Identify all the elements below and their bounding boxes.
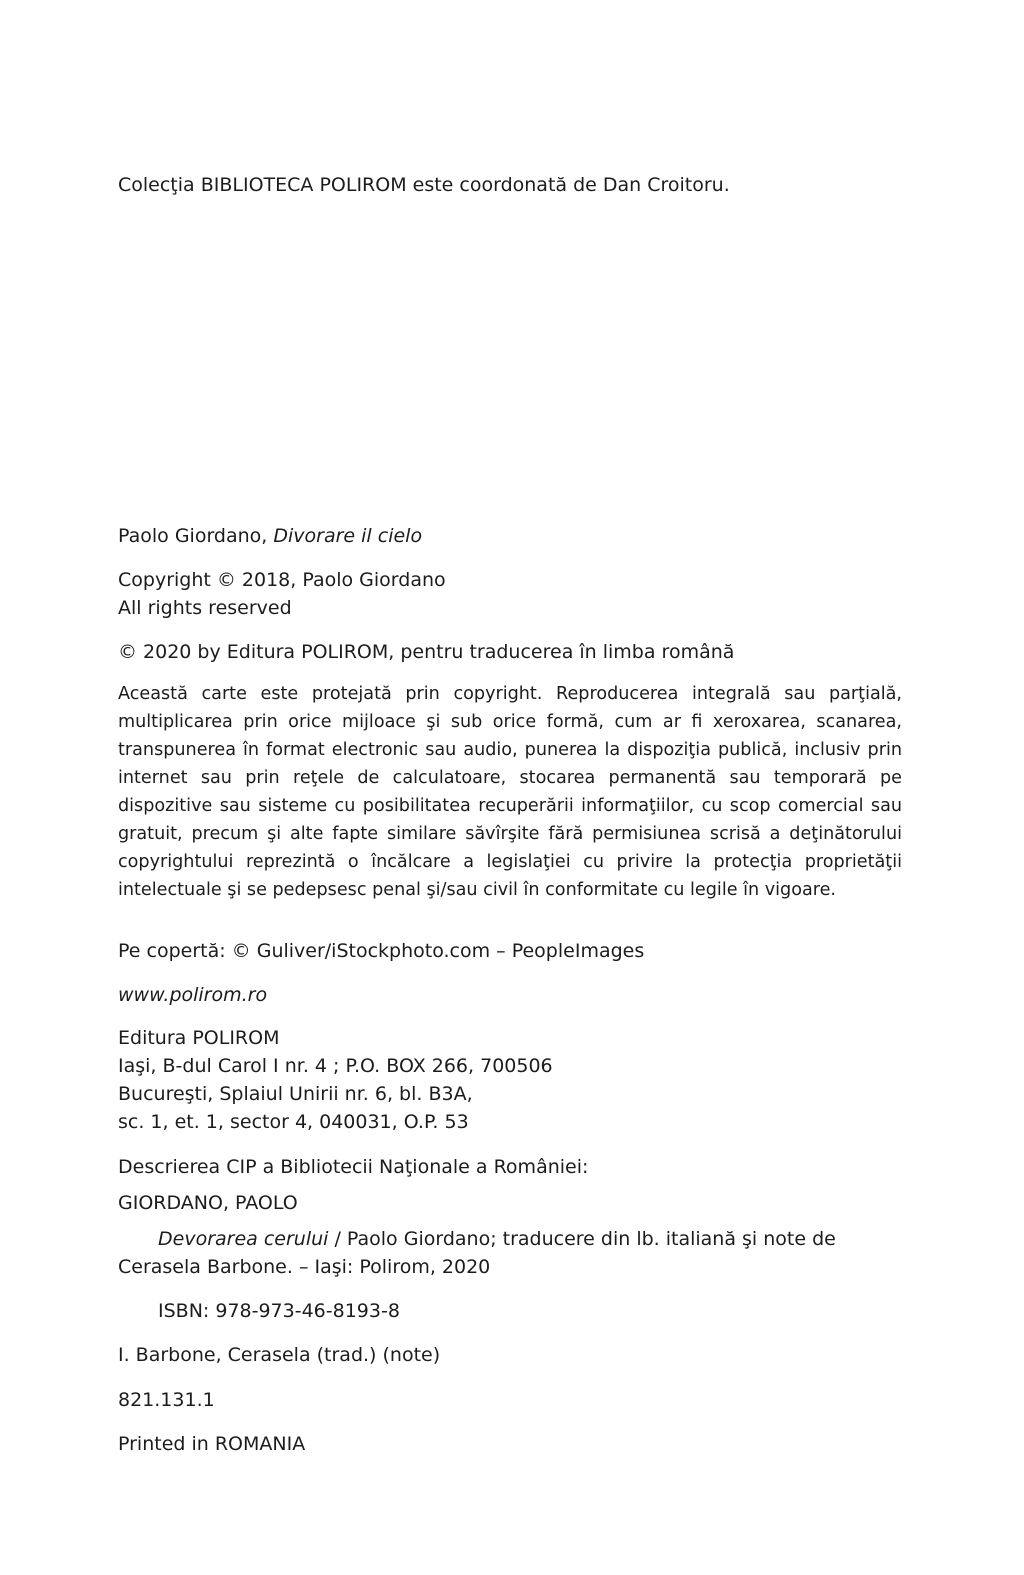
cip-title: Devorarea cerului [158,1228,329,1250]
cip-contributor: I. Barbone, Cerasela (trad.) (note) [118,1344,441,1366]
classification-code: 821.131.1 [118,1389,215,1411]
cip-heading: Descrierea CIP a Bibliotecii Naţionale a României: [118,1156,589,1178]
publisher-address-postal: sc. 1, et. 1, sector 4, 040031, O.P. 53 [118,1111,469,1133]
website-link[interactable]: www.polirom.ro [118,984,268,1006]
isbn: ISBN: 978-973-46-8193-8 [158,1300,400,1322]
cip-details: / Paolo Giordano; traducere din lb. italiană şi note de [328,1228,836,1250]
cover-credit: Pe copertă: © Guliver/iStockphoto.com – PeopleImages [118,940,645,962]
publisher-address-bucuresti: Bucureşti, Splaiul Unirii nr. 6, bl. B3A, [118,1083,473,1105]
original-work [118,522,422,550]
printed-in: Printed in ROMANIA [118,1433,306,1455]
cip-author: GIORDANO, PAOLO [118,1192,298,1214]
original-author: Paolo Giordano, [118,525,274,547]
original-title: Divorare il cielo [273,525,423,547]
translation-copyright: © 2020 by Editura POLIROM, pentru traducerea în limba română [118,641,735,663]
copyright-line: Copyright © 2018, Paolo Giordano [118,569,446,591]
rights-reserved: All rights reserved [118,597,292,619]
series-note: Colecţia BIBLIOTECA POLIROM este coordonată de Dan Croitoru. [118,174,730,196]
cip-title-line [158,1225,836,1253]
cip-details-continued: Cerasela Barbone. – Iaşi: Polirom, 2020 [118,1256,491,1278]
legal-notice: Această carte este protejată prin copyright. Reproducerea integrală sau parţială, multiplicarea prin orice mijloace şi sub orice formă, cum ar fi xeroxarea, scanarea, transpunerea în format electronic sau audio, punerea la dispoziţia publică, inclusiv prin internet sau prin reţele de calculatoare, stocarea permanentă sau temporară pe dispozitive sau sisteme cu posibilitatea recuperării informaţiilor, cu scop comercial sau gratuit, precum şi alte fapte similare săvîrşite fără permisiunea scrisă a deţinătorului copyrightului reprezintă o încălcare a legislaţiei cu privire la protecţia proprietăţii intelectuale şi se pedepsesc penal şi/sau civil în conformitate cu legile în vigoare. [118,684,902,900]
publisher-name: Editura POLIROM [118,1027,280,1049]
publisher-address-iasi: Iaşi, B-dul Carol I nr. 4 ; P.O. BOX 266, 700506 [118,1055,553,1077]
